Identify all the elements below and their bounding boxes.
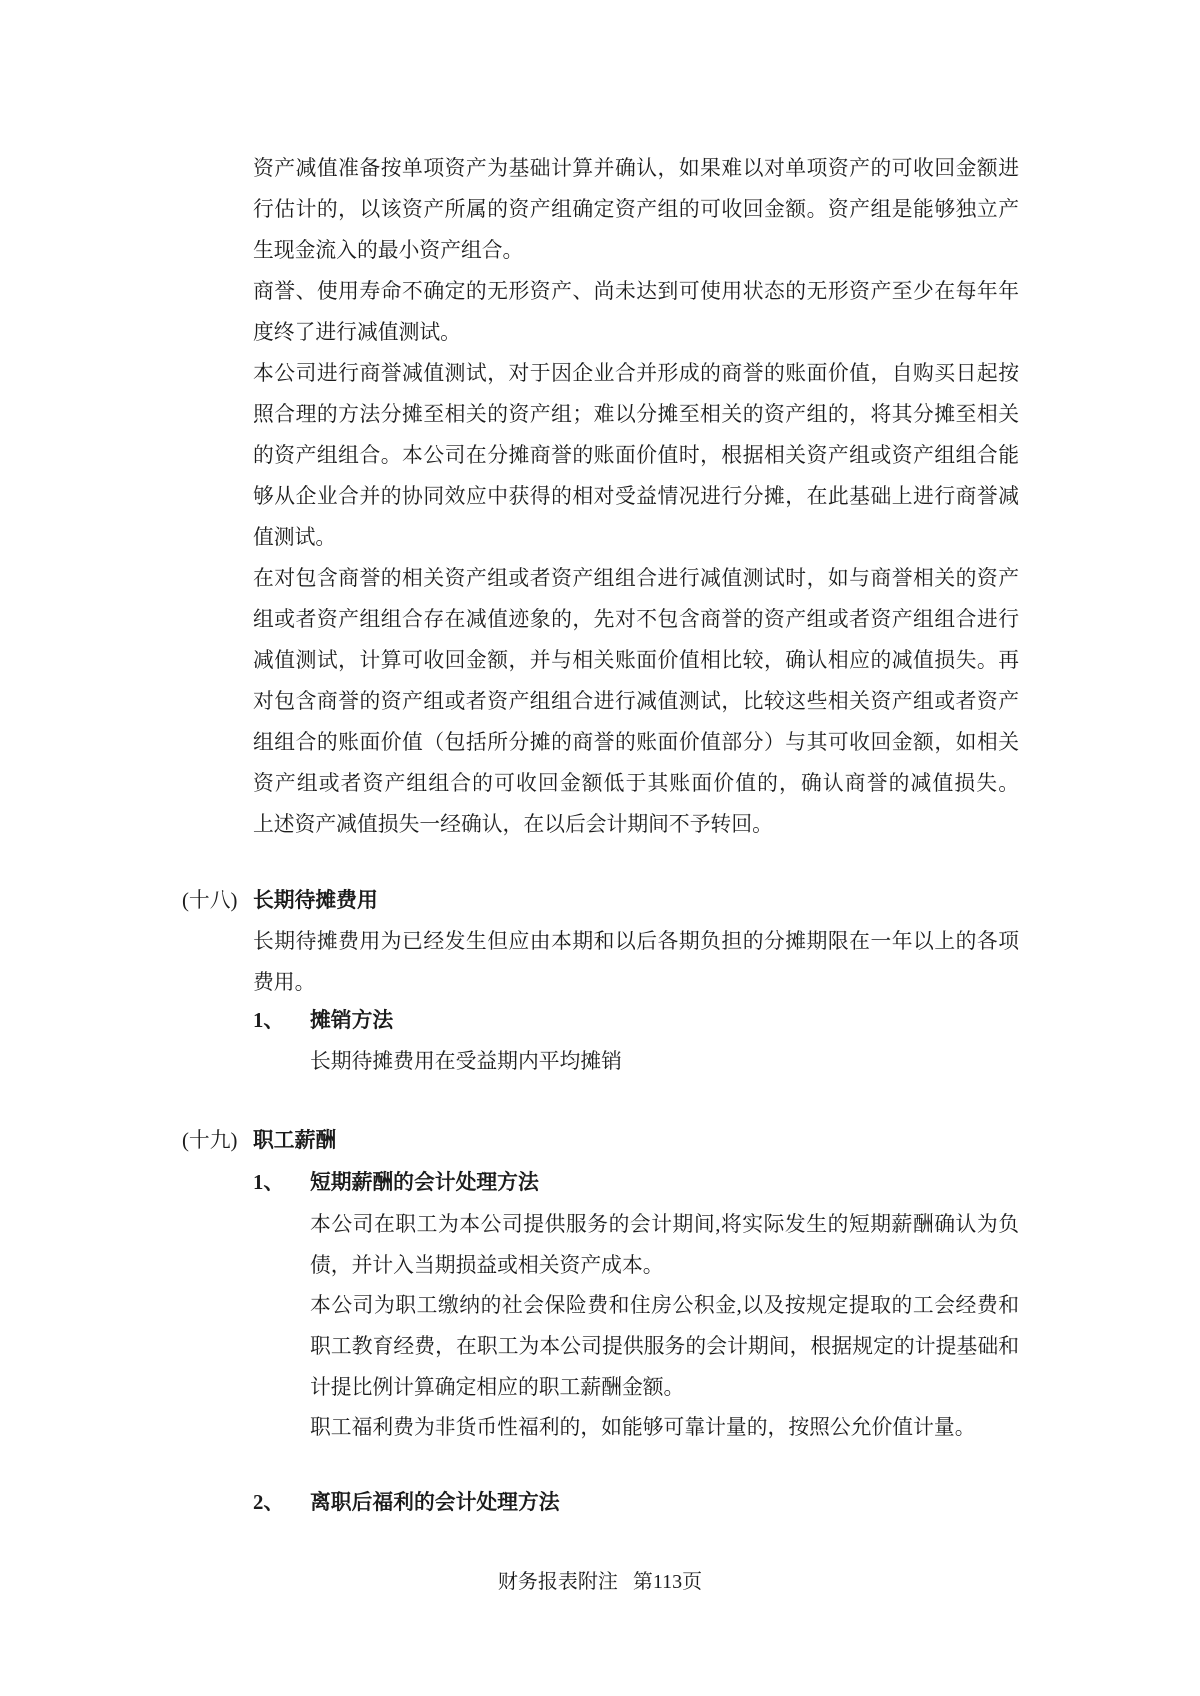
text-line: 职工教育经费，在职工为本公司提供服务的会计期间，根据规定的计提基础和 <box>310 1335 1019 1358</box>
text-line: 组组合的账面价值（包括所分摊的商誉的账面价值部分）与其可收回金额，如相关 <box>253 731 1019 754</box>
item-number: 1、 <box>253 1171 285 1194</box>
text-line: 生现金流入的最小资产组合。 <box>253 239 524 262</box>
text-line: 组或者资产组组合存在减值迹象的，先对不包含商誉的资产组或者资产组组合进行 <box>253 608 1019 631</box>
section-19-heading <box>182 1120 336 1161</box>
section-19-title: 职工薪酬 <box>253 1129 337 1152</box>
item-title: 摊销方法 <box>310 1009 394 1032</box>
section-18-title: 长期待摊费用 <box>253 889 378 912</box>
item-title: 离职后福利的会计处理方法 <box>310 1491 560 1514</box>
text-line: 资产减值准备按单项资产为基础计算并确认，如果难以对单项资产的可收回金额进 <box>253 157 1019 180</box>
text-line: 够从企业合并的协同效应中获得的相对受益情况进行分摊，在此基础上进行商誉减 <box>253 485 1019 508</box>
text-line: 商誉、使用寿命不确定的无形资产、尚未达到可使用状态的无形资产至少在每年年 <box>253 280 1019 303</box>
item-number: 1、 <box>253 1009 285 1032</box>
section-18-item-1-heading <box>253 1000 393 1041</box>
text-line: 资产组或者资产组组合的可收回金额低于其账面价值的，确认商誉的减值损失。 <box>253 772 1019 795</box>
text-line: 在对包含商誉的相关资产组或者资产组组合进行减值测试时，如与商誉相关的资产 <box>253 567 1019 590</box>
section-18-heading <box>182 880 378 921</box>
section-19-label: (十九) <box>182 1129 238 1152</box>
section-19-item-1-heading <box>253 1162 539 1203</box>
text-line: 本公司进行商誉减值测试，对于因企业合并形成的商誉的账面价值，自购买日起按 <box>253 362 1019 385</box>
section-19-item-1-para-3 <box>310 1407 1019 1448</box>
text-line: 本公司在职工为本公司提供服务的会计期间,将实际发生的短期薪酬确认为负 <box>310 1213 1019 1236</box>
text-line: 债，并计入当期损益或相关资产成本。 <box>310 1254 664 1277</box>
text-line: 对包含商誉的资产组或者资产组组合进行减值测试，比较这些相关资产组或者资产 <box>253 690 1019 713</box>
section-19-item-1-para-2 <box>310 1285 1019 1408</box>
text-line: 照合理的方法分摊至相关的资产组；难以分摊至相关的资产组的，将其分摊至相关 <box>253 403 1019 426</box>
section-18-label: (十八) <box>182 889 238 912</box>
text-line: 上述资产减值损失一经确认，在以后会计期间不予转回。 <box>253 813 773 836</box>
text-line: 长期待摊费用在受益期内平均摊销 <box>310 1050 622 1073</box>
section-18-body <box>253 921 1019 1003</box>
text-line: 本公司为职工缴纳的社会保险费和住房公积金,以及按规定提取的工会经费和 <box>310 1294 1019 1317</box>
page-footer: 财务报表附注 第113页 <box>497 1571 703 1593</box>
text-line: 减值测试，计算可收回金额，并与相关账面价值相比较，确认相应的减值损失。再 <box>253 649 1019 672</box>
impairment-paragraphs <box>253 148 1019 845</box>
section-19-item-1-para-1 <box>310 1204 1019 1286</box>
section-19-item-2-heading <box>253 1482 560 1523</box>
text-line: 行估计的，以该资产所属的资产组确定资产组的可收回金额。资产组是能够独立产 <box>253 198 1019 221</box>
text-line: 长期待摊费用为已经发生但应由本期和以后各期负担的分摊期限在一年以上的各项 <box>253 930 1019 953</box>
section-18-item-1-body <box>310 1041 1019 1082</box>
text-line: 职工福利费为非货币性福利的，如能够可靠计量的，按照公允价值计量。 <box>310 1416 976 1439</box>
text-line: 计提比例计算确定相应的职工薪酬金额。 <box>310 1376 685 1399</box>
text-line: 值测试。 <box>253 526 337 549</box>
text-line: 的资产组组合。本公司在分摊商誉的账面价值时，根据相关资产组或资产组组合能 <box>253 444 1019 467</box>
item-title: 短期薪酬的会计处理方法 <box>310 1171 539 1194</box>
text-line: 费用。 <box>253 971 316 994</box>
text-line: 度终了进行减值测试。 <box>253 321 461 344</box>
item-number: 2、 <box>253 1491 285 1514</box>
